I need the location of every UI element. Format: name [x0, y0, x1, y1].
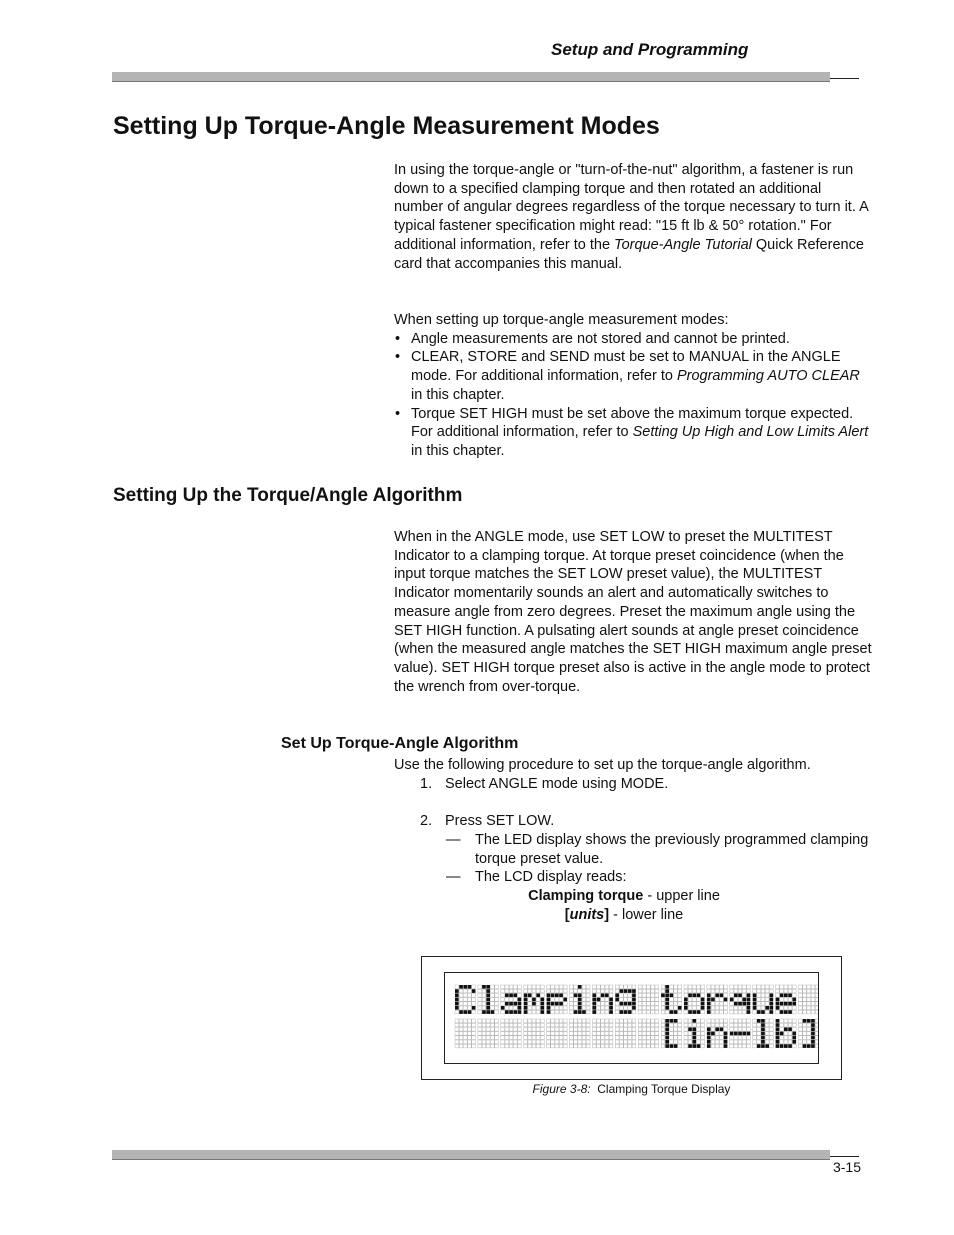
lcd-char-cell [753, 1019, 774, 1048]
when-setting-block [394, 311, 872, 461]
lcd-char-cell [730, 985, 751, 1014]
lcd-char-cell [799, 985, 819, 1014]
lcd-char-cell [730, 1019, 751, 1048]
dash-text: The LCD display reads: [475, 869, 627, 886]
footer-rule-bar [112, 1150, 830, 1160]
lcd-char-cell [776, 985, 797, 1014]
page-title: Setting Up Torque-Angle Measurement Modes [113, 112, 660, 140]
lcd-char-cell [547, 1019, 568, 1048]
bracket-open: [ [564, 906, 570, 923]
lcd-char-cell [684, 1019, 705, 1048]
lcd-char-cell [615, 985, 636, 1014]
dash-text: The LED display shows the previously programmed clamping torque preset value. [475, 831, 869, 867]
step-number: 2. [420, 813, 433, 830]
dash-item-lcd [394, 868, 872, 887]
figure-label: Figure 3-8: [532, 1082, 591, 1096]
lcd-char-cell [455, 985, 476, 1014]
bracket-close: ] [604, 906, 610, 923]
lcd-char-cell [661, 985, 682, 1014]
step-number: 1. [420, 775, 433, 792]
lcd-lower-line-desc [414, 906, 834, 925]
bullet-italic-ref: Setting Up High and Low Limits Alert [632, 424, 869, 441]
lcd-char-cell [638, 985, 659, 1014]
bullet-text: in this chapter. [411, 442, 505, 459]
algorithm-text: When in the ANGLE mode, use SET LOW to preset the MULTITEST Indicator to a clamping torque. At torque preset coincidence (when the input torque matches the SET LOW preset value), the MULTITEST Indicator momentarily sounds an alert and automatically switches to measure angle from zero degrees. Preset the maximum angle using the SET HIGH function. A pulsating alert sounds at angle preset coincidence (when the measured angle matches the SET HIGH maximum angle preset value). SET HIGH torque preset also is active in the angle mode to protect the wrench from over-torque. [394, 529, 872, 695]
footer-rule-line [830, 1156, 859, 1157]
lcd-screen [444, 972, 819, 1064]
em-dash: — [446, 831, 461, 848]
lcd-char-cell [478, 985, 499, 1014]
procedure-block [394, 756, 872, 924]
intro-paragraph [394, 161, 872, 273]
lcd-char-cell [478, 1019, 499, 1048]
algorithm-paragraph [394, 528, 872, 696]
bullet-item [394, 405, 872, 461]
lcd-dot-matrix [445, 973, 818, 1063]
header-rule-line [830, 78, 859, 79]
section-heading: Setting Up the Torque/Angle Algorithm [113, 485, 463, 506]
procedure-lead: Use the following procedure to set up the torque-angle algorithm. [394, 757, 811, 773]
lcd-upper-note: - upper line [643, 887, 720, 904]
lcd-char-cell [547, 985, 568, 1014]
lcd-figure [421, 956, 842, 1080]
intro-italic: Torque-Angle Tutorial [614, 236, 752, 253]
lcd-char-cell [707, 1019, 728, 1048]
lcd-char-cell [524, 985, 545, 1014]
procedure-step-2 [394, 812, 872, 831]
bullet-item [394, 348, 872, 404]
lcd-char-cell [615, 1019, 636, 1048]
em-dash: — [446, 869, 461, 886]
lcd-char-cell [592, 1019, 613, 1048]
figure-caption [421, 1082, 842, 1096]
page-number: 3-15 [832, 1159, 861, 1175]
bullet-item [394, 330, 872, 349]
lcd-char-cell [799, 1019, 819, 1048]
lcd-char-cell [684, 985, 705, 1014]
lcd-lower-note: - lower line [609, 906, 684, 923]
step-text: Press SET LOW. [445, 813, 555, 830]
lcd-char-cell [661, 1019, 682, 1048]
lcd-char-cell [570, 985, 591, 1014]
bullet-text: Angle measurements are not stored and cannot be printed. [411, 330, 790, 347]
bullet-text: in this chapter. [411, 386, 505, 403]
running-header: Setup and Programming [551, 40, 749, 59]
lcd-upper-line-desc [414, 887, 834, 906]
procedure-step-1 [394, 775, 872, 794]
lcd-char-cell [455, 1019, 476, 1048]
bullet-text: CLEAR, STORE and SEND must be set to MANUAL in the ANGLE mode. For additional information, refer to [411, 349, 841, 385]
bullet-text: Torque SET HIGH must be set above the maximum torque expected. For additional information, refer to [411, 405, 854, 441]
intro-text-1: In using the torque-angle or "turn-of-the-nut" algorithm, a fastener is run down to a specified clamping torque and then rotated an additional number of angular degrees regardless of the torque necessary to turn it. A typical fastener specification might read: "15 ft lb & 50° rotation." For additional information, refer to the [394, 162, 868, 253]
lcd-char-cell [638, 1019, 659, 1048]
lcd-char-cell [753, 985, 774, 1014]
subsection-heading: Set Up Torque-Angle Algorithm [281, 735, 519, 752]
lcd-char-cell [592, 985, 613, 1014]
intro-text-2: Quick Reference card that accompanies this manual. [394, 236, 864, 272]
when-setting-lead: When setting up torque-angle measurement modes: [394, 312, 729, 328]
lcd-char-cell [524, 1019, 545, 1048]
lcd-char-cell [570, 1019, 591, 1048]
lcd-char-cell [707, 985, 728, 1014]
header-rule-bar [112, 72, 830, 82]
step-text: Select ANGLE mode using MODE. [445, 775, 669, 792]
when-setting-list [394, 330, 872, 461]
lcd-upper-label: Clamping torque [528, 887, 644, 904]
bullet-italic-ref: Programming AUTO CLEAR [676, 368, 860, 385]
dash-item-led [394, 831, 872, 868]
units-label: units [569, 906, 605, 923]
lcd-char-cell [501, 985, 522, 1014]
lcd-char-cell [501, 1019, 522, 1048]
figure-caption-text: Clamping Torque Display [597, 1082, 731, 1096]
lcd-char-cell [776, 1019, 797, 1048]
